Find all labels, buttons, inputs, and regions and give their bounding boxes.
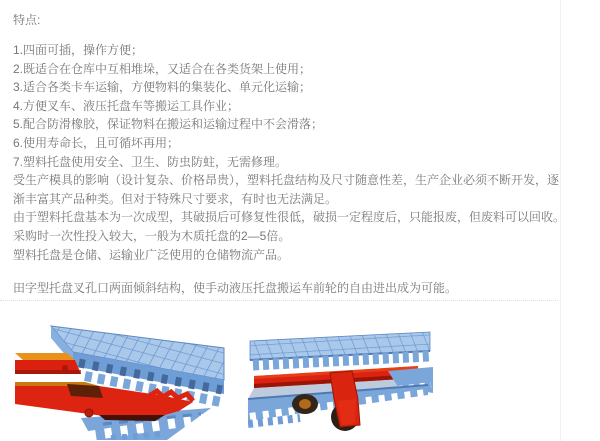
paragraph: 塑料托盘是仓储、运输业广泛使用的仓储物流产品。	[13, 247, 290, 262]
article-body	[13, 41, 569, 298]
feature-item: 5.配合防滑橡胶，保证物料在搬运和运输过程中不会滑落；	[13, 117, 324, 132]
feature-item: 7.塑料托盘使用安全、卫生、防虫防蛀，无需修理。	[13, 154, 288, 169]
feature-item: 3.适合各类卡车运输，方便物料的集装化、单元化运输；	[13, 80, 312, 95]
note-paragraph: 田字型托盘叉孔口两面倾斜结构，使手动液压托盘搬运车前轮的自由进出成为可能。	[13, 281, 458, 296]
feature-item: 4.方便叉车、液压托盘车等搬运工具作业；	[13, 98, 240, 113]
dotted-divider	[0, 300, 558, 301]
pallet-with-fork-arms-photo	[15, 318, 225, 440]
paragraph: 由于塑料托盘基本为一次成型，其破损后可修复性很低，破损一定程度后，只能报废，但废料可以回收。	[13, 210, 566, 225]
content-right-border	[560, 0, 561, 441]
product-photos	[15, 318, 433, 440]
feature-item: 1.四面可插，操作方便；	[13, 43, 144, 57]
page-title: 特点:	[13, 13, 41, 27]
feature-item: 6.使用寿命长，且可循坏再用；	[13, 135, 180, 150]
paragraph: 受生产模具的影响（设计复杂、价格昂贵），塑料托盘结构及尺寸随意性差，生产企业必须不断开发，逐渐丰富其产品种类。但对于特殊尺寸要求，有时也无法满足。	[13, 173, 560, 206]
paragraph: 采购时一次性投入较大，一般为木质托盘的2—5倍。	[13, 228, 291, 243]
feature-item: 2.既适合在仓库中互相堆垛，又适合在各类货架上使用；	[13, 61, 312, 76]
pallet-truck-front-wheel-photo	[248, 327, 433, 431]
